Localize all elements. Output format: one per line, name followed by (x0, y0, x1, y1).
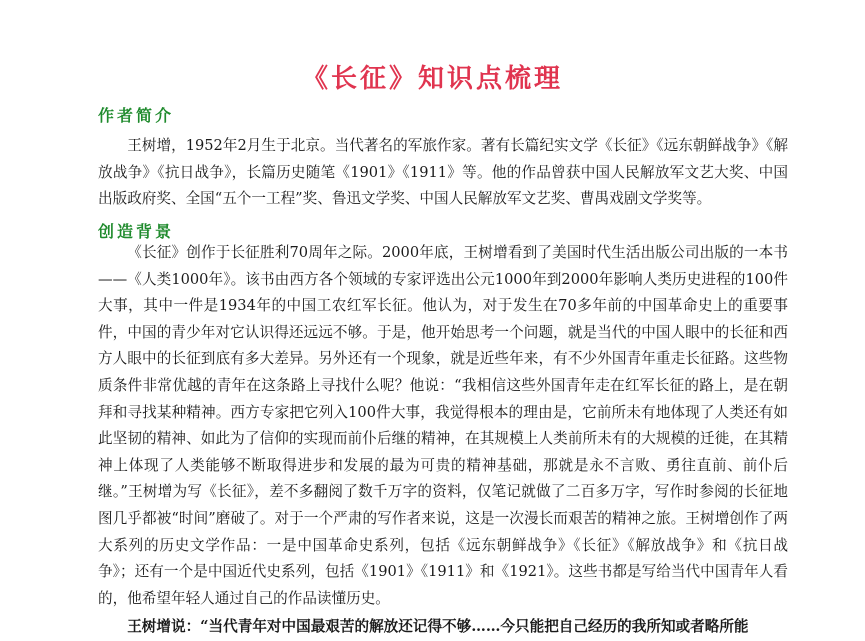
background-paragraph: 《长征》创作于长征胜利70周年之际。2000年底，王树增看到了美国时代生活出版公司出版的一本书——《人类1000年》。该书由西方各个领域的专家评选出公元1000年到2000年影响人类历史进程的100件大事，其中一件是1934年的中国工农红军长征。他认为，对于发生在70多年前的中国革命史上的重要事件，中国的青少年对它认识得还远远不够。于是，他开始思考一个问题，就是当代的中国人眼中的长征和西方人眼中的长征到底有多大差异。另外还有一个现象，就是近些年来，有不少外国青年重走长征路。这些物质条件非常优越的青年在这条路上寻找什么呢？他说：“我相信这些外国青年走在红军长征的路上，是在朝拜和寻找某种精神。西方专家把它列入100件大事，我觉得根本的理由是，它前所未有地体现了人类还有如此坚韧的精神、如此为了信仰的实现而前仆后继的精神，在其规模上人类前所未有的大规模的迁徙，在其精神上体现了人类能够不断取得进步和发展的最为可贵的精神基础，那就是永不言败、勇往直前、前仆后继。”王树增为写《长征》，差不多翻阅了数千万字的资料，仅笔记就做了二百多万字，写作时参阅的长征地图几乎都被“时间”磨破了。对于一个严肃的写作者来说，这是一次漫长而艰苦的精神之旅。王树增创作了两大系列的历史文学作品：一是中国革命史系列，包括《远东朝鲜战争》《长征》《解放战争》和《抗日战争》；还有一个是中国近代史系列，包括《1901》《1911》和《1921》。这些书都是写给当代中国青年人看的，他希望年轻人通过自己的作品读懂历史。 (98, 244, 788, 607)
document-title: 《长征》知识点梳理 (301, 64, 563, 94)
author-paragraph: 王树增，1952年2月生于北京。当代著名的军旅作家。著有长篇纪实文学《长征》《远东朝鲜战争》《解放战争》《抗日战争》，长篇历史随笔《1901》《1911》等。他的作品曾获中国人民解放军文艺大奖、中国出版政府奖、全国“五个一工程”奖、鲁迅文学奖、中国人民解放军文艺奖、曹禺戏剧文学奖等。 (98, 137, 788, 208)
section-heading-author: 作者简介 (98, 106, 175, 125)
section-heading-background: 创造背景 (98, 222, 175, 241)
trailing-paragraph-partial: 王树增说：“当代青年对中国最艰苦的解放还记得不够……今只能把自己经历的我所知或者略所能 (127, 618, 749, 635)
